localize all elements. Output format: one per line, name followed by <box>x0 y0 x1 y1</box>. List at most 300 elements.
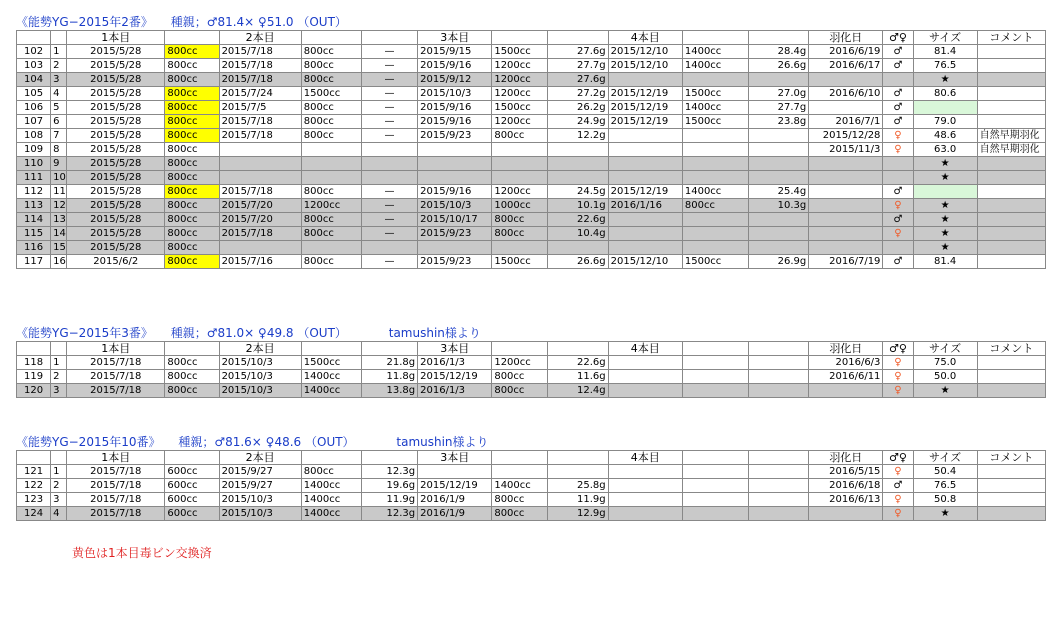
row-id: 115 <box>17 227 51 241</box>
sex-symbol: ♂ <box>883 59 913 73</box>
column-header <box>165 451 219 465</box>
row-number: 12 <box>51 199 67 213</box>
bottle1-date: 2015/5/28 <box>67 59 165 73</box>
column-header: 4本目 <box>608 31 682 45</box>
bottle4-date <box>608 507 682 521</box>
comment <box>977 101 1045 115</box>
bottle4-capacity <box>682 171 748 185</box>
comment <box>977 227 1045 241</box>
table-row <box>17 384 1046 398</box>
bottle1-capacity: 600cc <box>165 479 219 493</box>
bottle1-capacity: 800cc <box>165 227 219 241</box>
column-header: コメント <box>977 31 1045 45</box>
bottle2-capacity <box>301 143 361 157</box>
bottle4-capacity <box>682 356 748 370</box>
comment: 自然早期羽化 <box>977 129 1045 143</box>
comment <box>977 479 1045 493</box>
emergence-date: 2016/6/19 <box>809 45 883 59</box>
bottle1-capacity: 800cc <box>165 129 219 143</box>
bottle2-capacity: 800cc <box>301 227 361 241</box>
bottle4-weight <box>749 356 809 370</box>
bottle3-capacity <box>492 171 548 185</box>
row-number: 2 <box>51 479 67 493</box>
row-number: 4 <box>51 87 67 101</box>
emergence-date: 2016/6/11 <box>809 370 883 384</box>
emergence-date <box>809 101 883 115</box>
size-value: ★ <box>913 507 977 521</box>
bottle1-capacity: 600cc <box>165 493 219 507</box>
emergence-date: 2016/7/19 <box>809 255 883 269</box>
bottle4-capacity <box>682 465 748 479</box>
table-row <box>17 101 1046 115</box>
table-row <box>17 241 1046 255</box>
table-row <box>17 493 1046 507</box>
bottle2-date <box>219 157 301 171</box>
section-title: 《能勢YG−2015年2番》 <box>16 15 153 29</box>
bottle4-date <box>608 479 682 493</box>
row-id: 105 <box>17 87 51 101</box>
bottle3-date: 2015/10/3 <box>418 87 492 101</box>
column-header: ♂♀ <box>883 31 913 45</box>
bottle1-date: 2015/5/28 <box>67 199 165 213</box>
bottle4-weight <box>749 171 809 185</box>
table-row <box>17 129 1046 143</box>
row-id: 114 <box>17 213 51 227</box>
bottle3-weight: 12.2g <box>548 129 608 143</box>
sex-symbol <box>883 171 913 185</box>
separator-dash: — <box>361 227 417 241</box>
emergence-date <box>809 157 883 171</box>
column-header <box>165 31 219 45</box>
bottle2-date: 2015/7/18 <box>219 115 301 129</box>
comment <box>977 171 1045 185</box>
bottle2-capacity <box>301 157 361 171</box>
size-value: 50.0 <box>913 370 977 384</box>
comment <box>977 185 1045 199</box>
bottle4-weight: 25.4g <box>749 185 809 199</box>
emergence-date: 2015/12/28 <box>809 129 883 143</box>
comment <box>977 59 1045 73</box>
separator-dash <box>361 157 417 171</box>
bottle1-date: 2015/5/28 <box>67 143 165 157</box>
row-id: 118 <box>17 356 51 370</box>
bottle3-weight <box>548 241 608 255</box>
bottle3-weight: 27.2g <box>548 87 608 101</box>
section-title-line <box>16 325 1046 341</box>
row-id: 112 <box>17 185 51 199</box>
emergence-date <box>809 241 883 255</box>
bottle3-weight: 27.6g <box>548 45 608 59</box>
column-header <box>492 31 548 45</box>
bottle1-date: 2015/5/28 <box>67 241 165 255</box>
size-value: 80.6 <box>913 87 977 101</box>
bottle4-date <box>608 129 682 143</box>
column-header <box>492 451 548 465</box>
bottle4-capacity: 1500cc <box>682 255 748 269</box>
bottle4-weight <box>749 507 809 521</box>
parents-info: 種親；♂81.0× ♀49.8 （OUT） <box>170 326 347 340</box>
bottle3-date: 2015/12/19 <box>418 370 492 384</box>
size-value: ★ <box>913 241 977 255</box>
table-row <box>17 227 1046 241</box>
bottle4-weight: 27.0g <box>749 87 809 101</box>
column-header: 羽化日 <box>809 451 883 465</box>
parents-info: 種親；♂81.4× ♀51.0 （OUT） <box>170 15 347 29</box>
bottle1-capacity: 800cc <box>165 73 219 87</box>
column-header <box>749 342 809 356</box>
size-value: 50.4 <box>913 465 977 479</box>
bottle2-capacity: 800cc <box>301 465 361 479</box>
row-id: 123 <box>17 493 51 507</box>
bottle3-weight: 12.4g <box>548 384 608 398</box>
separator-dash: — <box>361 185 417 199</box>
bottle3-capacity: 1000cc <box>492 199 548 213</box>
bottle2-date: 2015/10/3 <box>219 356 301 370</box>
bottle2-capacity: 1400cc <box>301 384 361 398</box>
bottle2-weight: 21.8g <box>361 356 417 370</box>
bottle4-date: 2015/12/10 <box>608 255 682 269</box>
column-header: サイズ <box>913 342 977 356</box>
column-header: コメント <box>977 451 1045 465</box>
bottle2-weight: 11.8g <box>361 370 417 384</box>
bottle3-weight: 11.9g <box>548 493 608 507</box>
table-row <box>17 143 1046 157</box>
table-row <box>17 507 1046 521</box>
column-header: 3本目 <box>418 342 492 356</box>
section-title: 《能勢YG−2015年3番》 <box>16 326 153 340</box>
emergence-date <box>809 73 883 87</box>
bottle4-capacity <box>682 73 748 87</box>
bottle2-date: 2015/7/16 <box>219 255 301 269</box>
section-10 <box>16 434 1046 521</box>
separator-dash: — <box>361 199 417 213</box>
separator-dash: — <box>361 73 417 87</box>
bottle3-weight: 10.1g <box>548 199 608 213</box>
bottle2-capacity: 1400cc <box>301 370 361 384</box>
column-header: 4本目 <box>608 451 682 465</box>
bottle2-date: 2015/7/20 <box>219 199 301 213</box>
row-number: 5 <box>51 101 67 115</box>
column-header <box>548 342 608 356</box>
bottle2-capacity: 1500cc <box>301 87 361 101</box>
table-row <box>17 87 1046 101</box>
rearing-table <box>16 341 1046 398</box>
bottle4-date <box>608 370 682 384</box>
bottle4-weight: 26.9g <box>749 255 809 269</box>
row-number: 1 <box>51 356 67 370</box>
bottle4-weight <box>749 370 809 384</box>
sex-symbol: ♂ <box>883 45 913 59</box>
bottle2-date: 2015/7/18 <box>219 45 301 59</box>
size-value: 48.6 <box>913 129 977 143</box>
bottle2-date: 2015/7/20 <box>219 213 301 227</box>
size-value: ★ <box>913 384 977 398</box>
bottle2-date: 2015/7/24 <box>219 87 301 101</box>
sex-symbol: ♀ <box>883 493 913 507</box>
bottle2-date: 2015/7/18 <box>219 73 301 87</box>
column-header <box>361 342 417 356</box>
bottle3-capacity: 1200cc <box>492 87 548 101</box>
bottle3-weight: 12.9g <box>548 507 608 521</box>
column-header <box>51 451 67 465</box>
row-id: 113 <box>17 199 51 213</box>
column-header: サイズ <box>913 451 977 465</box>
bottle4-capacity <box>682 213 748 227</box>
separator-dash: — <box>361 213 417 227</box>
sex-symbol <box>883 73 913 87</box>
bottle4-date: 2015/12/19 <box>608 87 682 101</box>
bottle2-date: 2015/10/3 <box>219 384 301 398</box>
emergence-date <box>809 199 883 213</box>
bottle3-date <box>418 241 492 255</box>
section-title-line <box>16 14 1046 30</box>
column-header: 1本目 <box>67 451 165 465</box>
bottle4-capacity <box>682 493 748 507</box>
bottle1-date: 2015/5/28 <box>67 157 165 171</box>
bottle3-weight: 10.4g <box>548 227 608 241</box>
bottle1-date: 2015/5/28 <box>67 73 165 87</box>
bottle3-weight: 11.6g <box>548 370 608 384</box>
bottle3-capacity: 800cc <box>492 227 548 241</box>
bottle3-date: 2016/1/3 <box>418 384 492 398</box>
bottle4-date <box>608 241 682 255</box>
bottle2-capacity: 800cc <box>301 115 361 129</box>
size-value: 76.5 <box>913 59 977 73</box>
size-value: 81.4 <box>913 255 977 269</box>
bottle4-weight <box>749 465 809 479</box>
column-header <box>51 31 67 45</box>
separator-dash: — <box>361 101 417 115</box>
sex-symbol: ♀ <box>883 129 913 143</box>
bottle2-capacity <box>301 241 361 255</box>
emergence-date: 2016/6/17 <box>809 59 883 73</box>
bottle1-capacity: 800cc <box>165 115 219 129</box>
bottle3-weight <box>548 143 608 157</box>
header-row <box>17 31 1046 45</box>
bottle3-date <box>418 465 492 479</box>
emergence-date: 2016/7/1 <box>809 115 883 129</box>
bottle3-weight: 22.6g <box>548 213 608 227</box>
bottle3-date: 2015/9/12 <box>418 73 492 87</box>
bottle4-weight: 26.6g <box>749 59 809 73</box>
column-header <box>548 31 608 45</box>
column-header <box>17 31 51 45</box>
bottle4-date: 2015/12/19 <box>608 185 682 199</box>
bottle3-capacity <box>492 241 548 255</box>
bottle1-date: 2015/5/28 <box>67 171 165 185</box>
bottle1-capacity: 800cc <box>165 87 219 101</box>
sex-symbol <box>883 157 913 171</box>
bottle3-date: 2015/12/19 <box>418 479 492 493</box>
column-header <box>361 31 417 45</box>
size-value: 79.0 <box>913 115 977 129</box>
header-row <box>17 451 1046 465</box>
table-row <box>17 199 1046 213</box>
bottle3-date: 2016/1/9 <box>418 493 492 507</box>
bottle2-capacity: 1400cc <box>301 493 361 507</box>
row-number: 1 <box>51 465 67 479</box>
row-id: 108 <box>17 129 51 143</box>
bottle3-capacity: 800cc <box>492 493 548 507</box>
bottle3-weight: 22.6g <box>548 356 608 370</box>
column-header <box>548 451 608 465</box>
row-number: 3 <box>51 493 67 507</box>
size-value: 81.4 <box>913 45 977 59</box>
bottle1-capacity: 800cc <box>165 384 219 398</box>
bottle2-date: 2015/10/3 <box>219 370 301 384</box>
bottle2-date: 2015/7/18 <box>219 59 301 73</box>
comment <box>977 493 1045 507</box>
bottle3-date: 2015/9/16 <box>418 115 492 129</box>
bottle1-capacity: 600cc <box>165 465 219 479</box>
row-id: 110 <box>17 157 51 171</box>
section-2 <box>16 14 1046 269</box>
table-row <box>17 59 1046 73</box>
bottle1-date: 2015/5/28 <box>67 45 165 59</box>
bottle4-date: 2015/12/19 <box>608 115 682 129</box>
comment <box>977 73 1045 87</box>
bottle3-weight: 24.9g <box>548 115 608 129</box>
bottle3-date: 2015/10/3 <box>418 199 492 213</box>
bottle2-weight: 12.3g <box>361 507 417 521</box>
comment <box>977 157 1045 171</box>
size-value: 63.0 <box>913 143 977 157</box>
bottle3-capacity <box>492 143 548 157</box>
column-header <box>17 342 51 356</box>
size-value <box>913 101 977 115</box>
column-header: 2本目 <box>219 31 301 45</box>
comment <box>977 115 1045 129</box>
bottle2-date: 2015/10/3 <box>219 507 301 521</box>
table-row <box>17 370 1046 384</box>
bottle4-date <box>608 356 682 370</box>
column-header <box>749 31 809 45</box>
bottle3-date: 2015/9/23 <box>418 255 492 269</box>
bottle3-weight: 27.6g <box>548 73 608 87</box>
column-header <box>301 31 361 45</box>
size-value: ★ <box>913 157 977 171</box>
bottle1-capacity: 800cc <box>165 157 219 171</box>
bottle1-capacity: 800cc <box>165 59 219 73</box>
bottle4-capacity: 1400cc <box>682 45 748 59</box>
sex-symbol <box>883 241 913 255</box>
bottle3-weight: 24.5g <box>548 185 608 199</box>
bottle4-capacity <box>682 370 748 384</box>
bottle4-date <box>608 493 682 507</box>
separator-dash <box>361 241 417 255</box>
row-number: 3 <box>51 384 67 398</box>
comment <box>977 255 1045 269</box>
sex-symbol: ♂ <box>883 185 913 199</box>
column-header <box>749 451 809 465</box>
column-header: 1本目 <box>67 342 165 356</box>
bottle2-capacity: 800cc <box>301 185 361 199</box>
column-header <box>682 342 748 356</box>
section-title: 《能勢YG−2015年10番》 <box>16 435 161 449</box>
bottle3-capacity: 1500cc <box>492 255 548 269</box>
bottle3-date: 2016/1/3 <box>418 356 492 370</box>
row-number: 10 <box>51 171 67 185</box>
column-header: 2本目 <box>219 342 301 356</box>
bottle3-capacity: 800cc <box>492 384 548 398</box>
bottle1-capacity: 800cc <box>165 45 219 59</box>
bottle4-date <box>608 73 682 87</box>
row-number: 4 <box>51 507 67 521</box>
size-value: ★ <box>913 227 977 241</box>
column-header: 2本目 <box>219 451 301 465</box>
column-header <box>301 451 361 465</box>
size-value: ★ <box>913 213 977 227</box>
bottle2-capacity: 800cc <box>301 213 361 227</box>
bottle3-capacity: 1500cc <box>492 45 548 59</box>
bottle2-weight: 11.9g <box>361 493 417 507</box>
bottle4-weight <box>749 129 809 143</box>
table-row <box>17 356 1046 370</box>
bottle3-capacity: 1200cc <box>492 185 548 199</box>
bottle3-weight: 26.2g <box>548 101 608 115</box>
bottle3-date <box>418 143 492 157</box>
row-number: 11 <box>51 185 67 199</box>
row-number: 8 <box>51 143 67 157</box>
column-header <box>165 342 219 356</box>
bottle3-weight <box>548 157 608 171</box>
bottle3-date: 2015/9/16 <box>418 101 492 115</box>
bottle4-capacity <box>682 227 748 241</box>
emergence-date <box>809 213 883 227</box>
column-header: ♂♀ <box>883 342 913 356</box>
bottle3-weight <box>548 171 608 185</box>
separator-dash: — <box>361 59 417 73</box>
bottle4-date <box>608 384 682 398</box>
bottle4-date <box>608 171 682 185</box>
bottle2-weight: 13.8g <box>361 384 417 398</box>
column-header: ♂♀ <box>883 451 913 465</box>
bottle4-weight <box>749 493 809 507</box>
bottle1-date: 2015/5/28 <box>67 101 165 115</box>
bottle1-capacity: 600cc <box>165 507 219 521</box>
bottle4-capacity <box>682 157 748 171</box>
rearing-table <box>16 30 1046 269</box>
bottle1-date: 2015/7/18 <box>67 507 165 521</box>
bottle1-date: 2015/7/18 <box>67 384 165 398</box>
bottle2-capacity: 1400cc <box>301 507 361 521</box>
bottle1-date: 2015/7/18 <box>67 370 165 384</box>
table-row <box>17 157 1046 171</box>
emergence-date: 2016/5/15 <box>809 465 883 479</box>
column-header <box>17 451 51 465</box>
size-value <box>913 185 977 199</box>
bottle4-date <box>608 465 682 479</box>
comment <box>977 45 1045 59</box>
table-row <box>17 255 1046 269</box>
bottle2-capacity: 1400cc <box>301 479 361 493</box>
table-row <box>17 213 1046 227</box>
bottle2-date <box>219 171 301 185</box>
bottle4-weight <box>749 241 809 255</box>
bottle3-date: 2015/9/15 <box>418 45 492 59</box>
sex-symbol: ♂ <box>883 115 913 129</box>
bottle1-capacity: 800cc <box>165 356 219 370</box>
header-row <box>17 342 1046 356</box>
bottle2-date: 2015/7/5 <box>219 101 301 115</box>
bottle2-date: 2015/7/18 <box>219 185 301 199</box>
row-number: 6 <box>51 115 67 129</box>
row-id: 122 <box>17 479 51 493</box>
bottle4-capacity: 800cc <box>682 199 748 213</box>
row-id: 106 <box>17 101 51 115</box>
row-number: 13 <box>51 213 67 227</box>
row-id: 124 <box>17 507 51 521</box>
